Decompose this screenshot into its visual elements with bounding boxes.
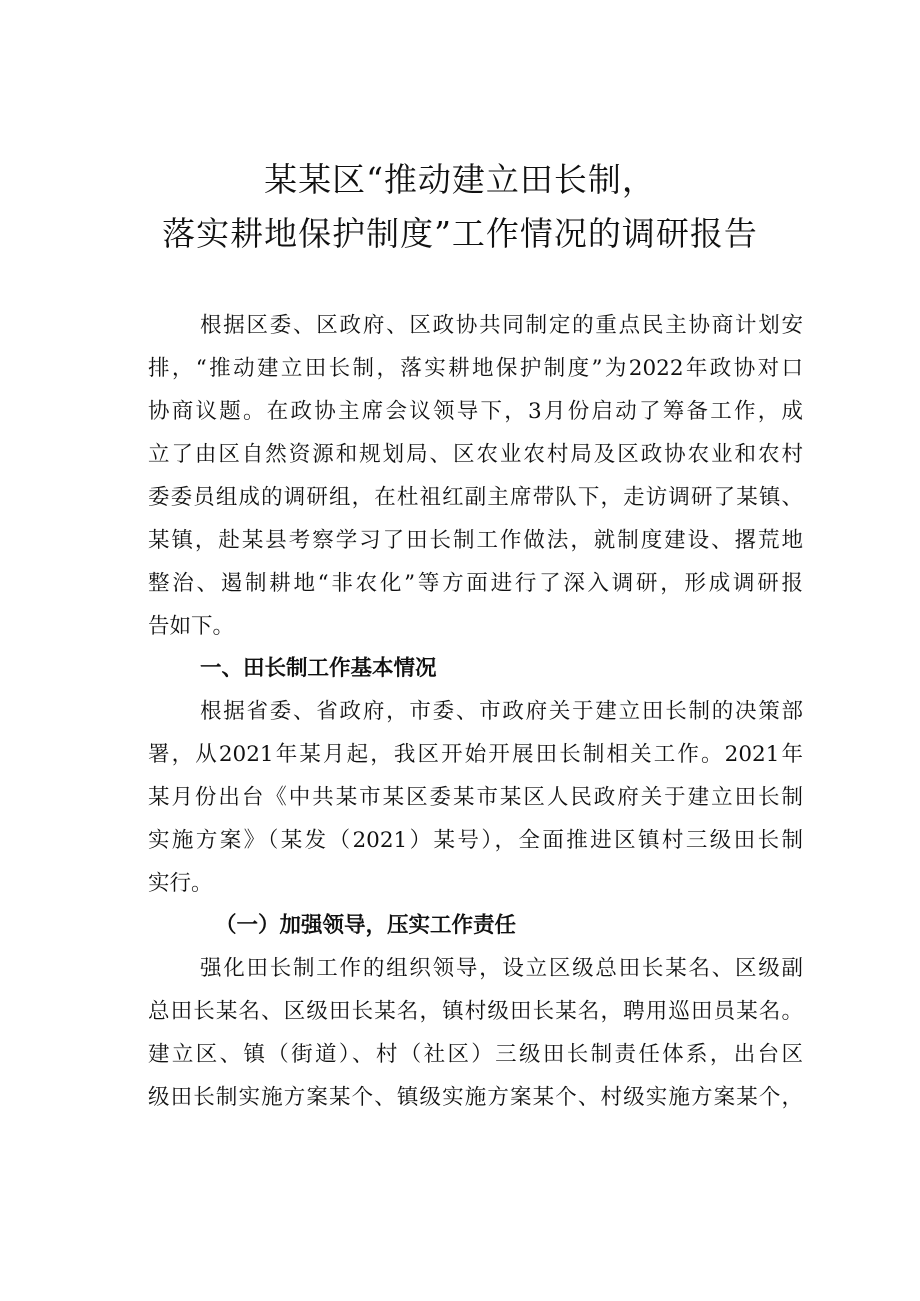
intro-line-7: 整治、遏制耕地“非农化”等方面进行了深入调研，形成调研报 bbox=[148, 571, 803, 596]
intro-line-5: 委委员组成的调研组，在杜祖红副主席带队下，走访调研了某镇、 bbox=[148, 485, 803, 510]
intro-line-4: 立了由区自然资源和规划局、区农业农村局及区政协农业和农村 bbox=[148, 442, 803, 467]
section-1-line-3: 某月份出台《中共某市某区委某市某区人民政府关于建立田长制 bbox=[148, 785, 803, 810]
section-1-heading: 一、田长制工作基本情况 bbox=[200, 656, 437, 681]
section-1-line-1: 根据省委、省政府，市委、市政府关于建立田长制的决策部 bbox=[200, 699, 803, 724]
subsection-1-line-1: 强化田长制工作的组织领导，设立区级总田长某名、区级副 bbox=[200, 956, 803, 981]
report-title-line-1: 某某区“推动建立田长制， bbox=[264, 160, 656, 199]
report-title-line-2: 落实耕地保护制度”工作情况的调研报告 bbox=[162, 214, 758, 253]
subsection-1-line-4: 级田长制实施方案某个、镇级实施方案某个、村级实施方案某个， bbox=[148, 1085, 803, 1110]
intro-line-1: 根据区委、区政府、区政协共同制定的重点民主协商计划安 bbox=[200, 313, 803, 338]
section-1-line-5: 实行。 bbox=[148, 871, 213, 896]
intro-line-8: 告如下。 bbox=[148, 614, 235, 639]
subsection-1-heading: （一）加强领导，压实工作责任 bbox=[215, 913, 517, 938]
subsection-1-line-2: 总田长某名、区级田长某名，镇村级田长某名，聘用巡田员某名。 bbox=[148, 999, 803, 1024]
intro-line-2: 排，“推动建立田长制，落实耕地保护制度”为2022年政协对口 bbox=[148, 356, 803, 381]
intro-line-6: 某镇，赴某县考察学习了田长制工作做法，就制度建设、撂荒地 bbox=[148, 528, 803, 553]
section-1-line-2: 署，从2021年某月起，我区开始开展田长制相关工作。2021年 bbox=[148, 742, 803, 767]
section-1-line-4: 实施方案》（某发（2021）某号），全面推进区镇村三级田长制 bbox=[148, 828, 803, 853]
intro-line-3: 协商议题。在政协主席会议领导下，3月份启动了筹备工作，成 bbox=[148, 399, 803, 424]
subsection-1-line-3: 建立区、镇（街道）、村（社区）三级田长制责任体系，出台区 bbox=[148, 1042, 803, 1067]
